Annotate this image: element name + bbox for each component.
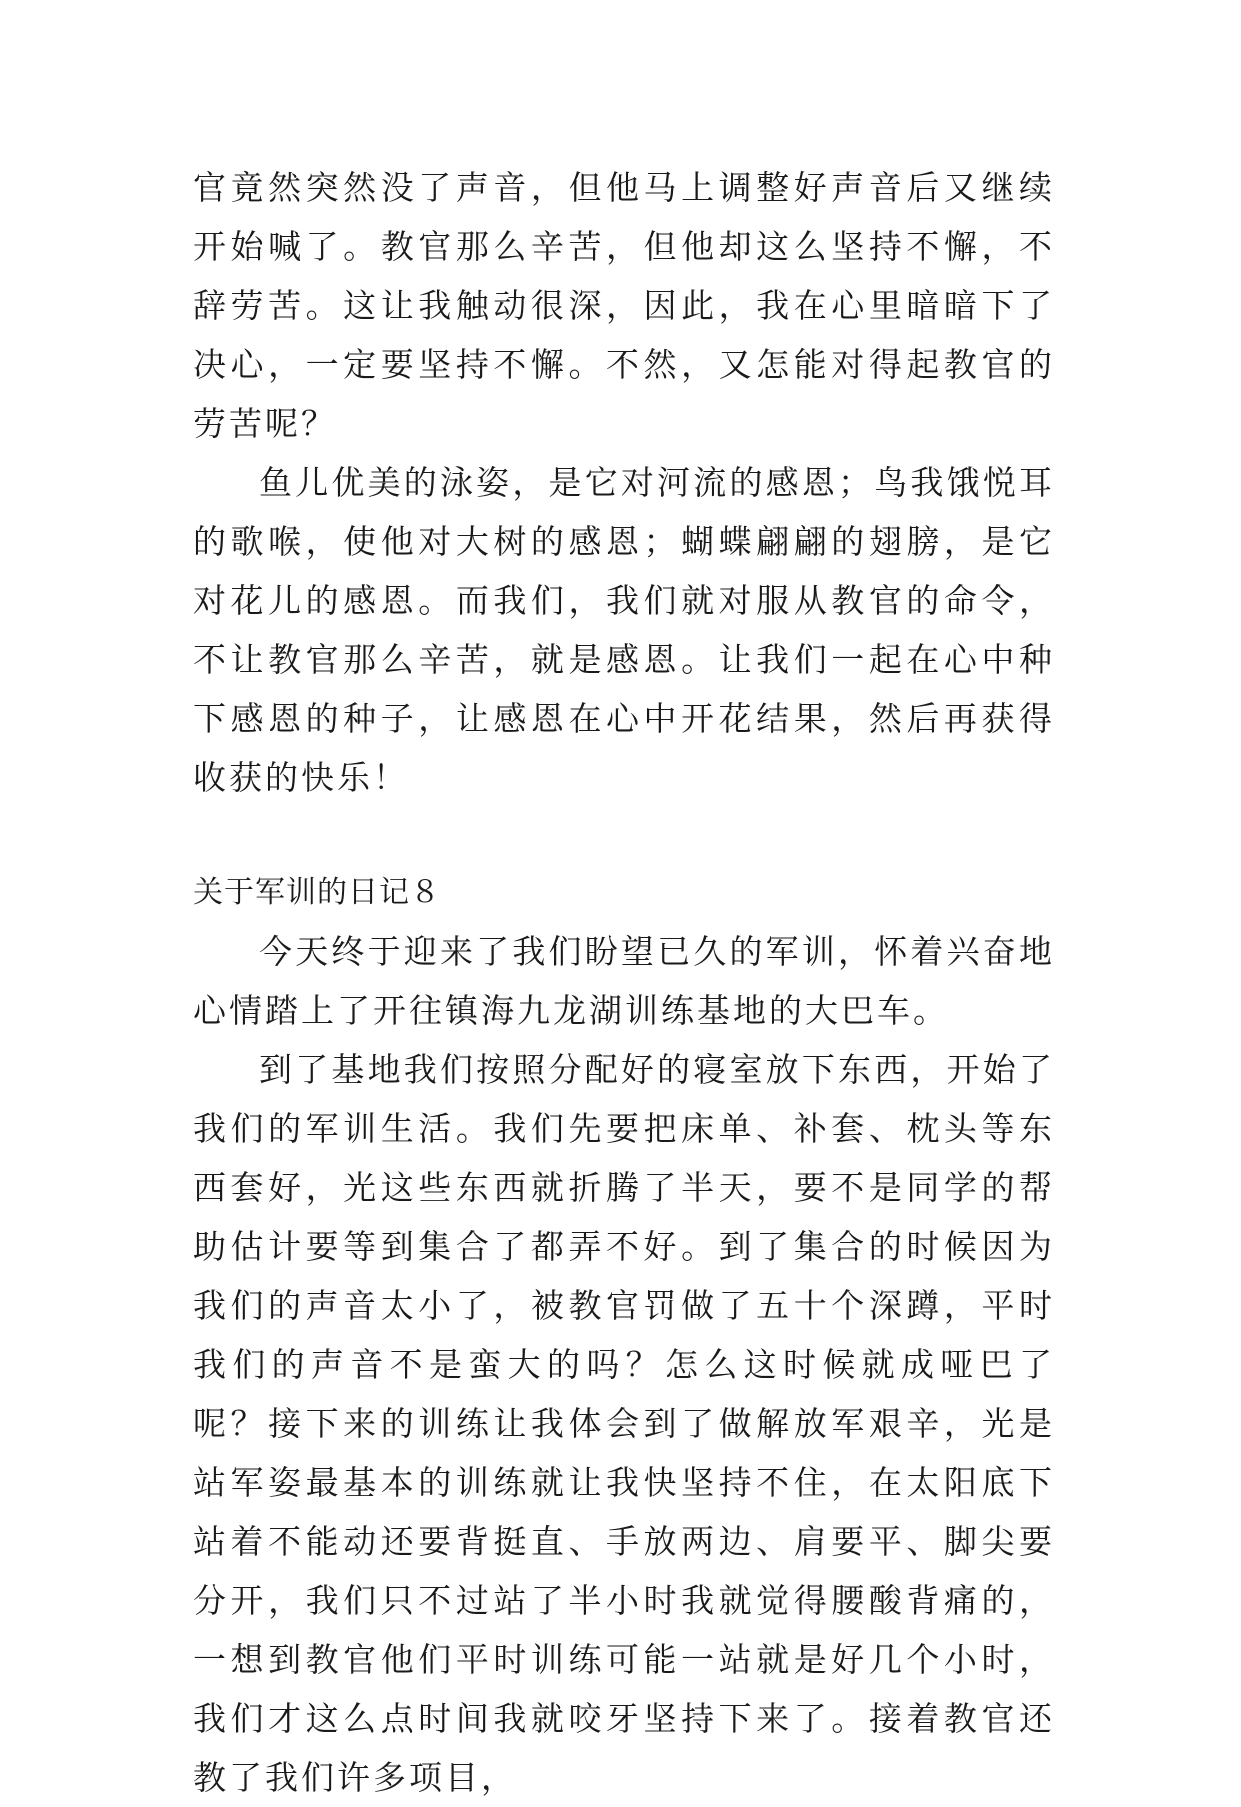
paragraph-gratitude: 鱼儿优美的泳姿，是它对河流的感恩；鸟我饿悦耳的歌喉，使他对大树的感恩；蝴蝶翩翩的翅膀，是它对花儿的感恩。而我们，我们就对服从教官的命令，不让教官那么辛苦，就是感恩。让我们一起在心中种下感恩的种子，让感恩在心中开花结果，然后再获得收获的快乐！ bbox=[193, 463, 1055, 797]
paragraph-arrival: 今天终于迎来了我们盼望已久的军训，怀着兴奋地心情踏上了开往镇海九龙湖训练基地的大巴车。 bbox=[193, 932, 1055, 1030]
document-body bbox=[193, 158, 1055, 1807]
section-title: 关于军训的日记８ bbox=[193, 875, 441, 910]
paragraph-training: 到了基地我们按照分配好的寝室放下东西，开始了我们的军训生活。我们先要把床单、补套、枕头等东西套好，光这些东西就折腾了半天，要不是同学的帮助估计要等到集合了都弄不好。到了集合的时候因为我们的声音太小了，被教官罚做了五十个深蹲，平时我们的声音不是蛮大的吗？怎么这时候就成哑巴了呢？接下来的训练让我体会到了做解放军艰辛，光是站军姿最基本的训练就让我快坚持不住，在太阳底下站着不能动还要背挺直、手放两边、肩要平、脚尖要分开，我们只不过站了半小时我就觉得腰酸背痛的，一想到教官他们平时训练可能一站就是好几个小时，我们才这么点时间我就咬牙坚持下来了。接着教官还教了我们许多项目， bbox=[193, 1050, 1055, 1797]
paragraph-continuation: 官竟然突然没了声音，但他马上调整好声音后又继续开始喊了。教官那么辛苦，但他却这么坚持不懈，不辞劳苦。这让我触动很深，因此，我在心里暗暗下了决心，一定要坚持不懈。不然，又怎能对得起教官的劳苦呢？ bbox=[193, 168, 1055, 443]
